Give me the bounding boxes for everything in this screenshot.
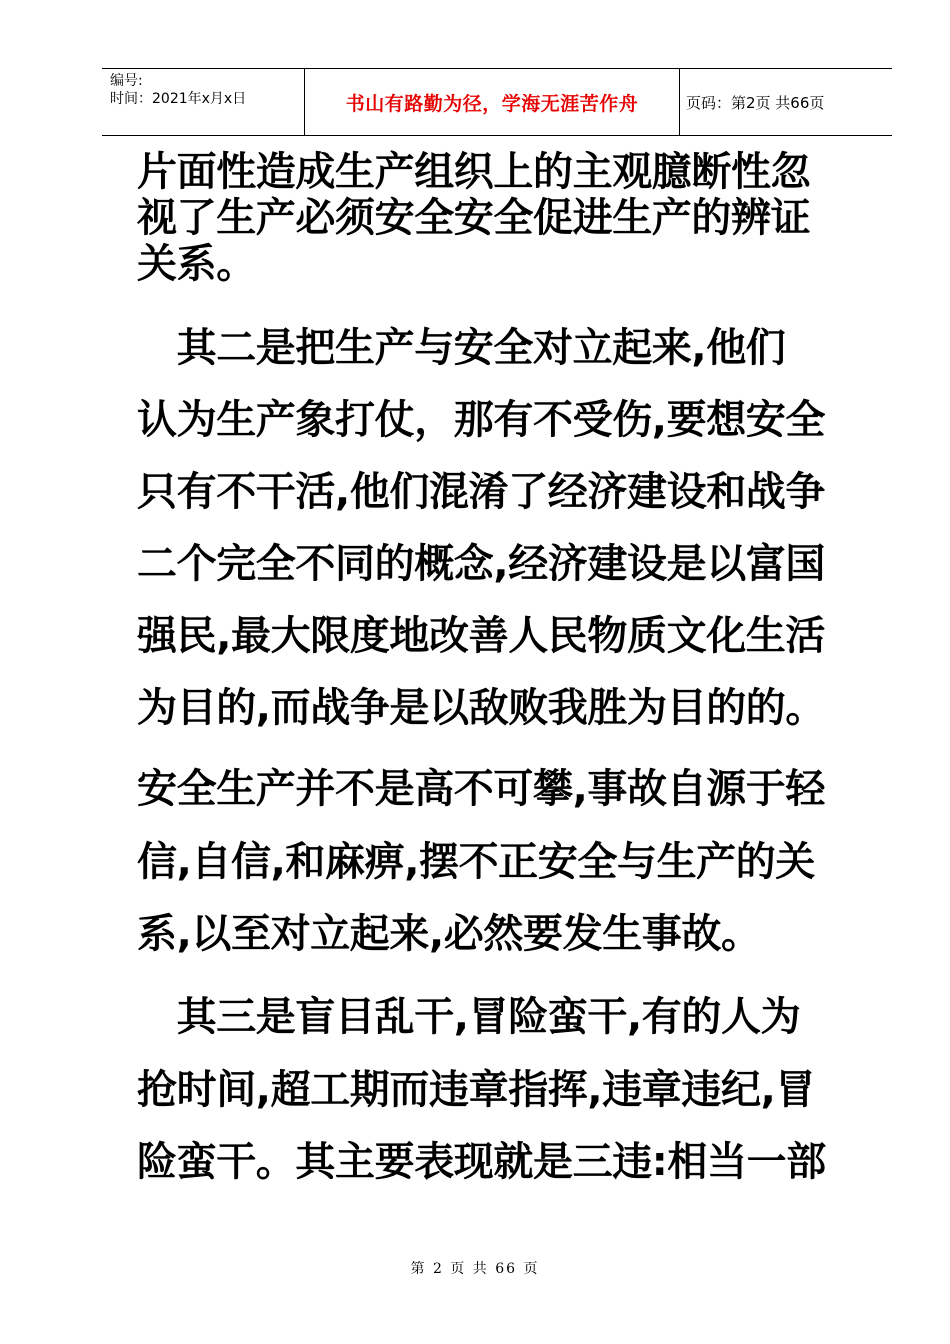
body-line: 强民,最大限度地改善人民物质文化生活 <box>137 613 825 659</box>
body-line: 险蛮干。其主要表现就是三违:相当一部 <box>137 1139 826 1185</box>
header-motto-cell <box>305 69 680 135</box>
body-line: 其三是盲目乱干,冒险蛮干,有的人为 <box>137 994 801 1040</box>
header-meta-cell <box>102 69 305 135</box>
header-page-cell <box>680 69 892 135</box>
body-line: 关系。 <box>137 241 256 287</box>
number-label: 编号: <box>110 73 143 89</box>
body-line: 只有不干活,他们混淆了经济建设和战争 <box>137 469 825 515</box>
body-line: 信,自信,和麻痹,摆不正安全与生产的关 <box>137 839 815 885</box>
body-line: 认为生产象打仗，那有不受伤,要想安全 <box>137 397 825 443</box>
body-line: 抢时间,超工期而违章指挥,违章违纪,冒 <box>137 1067 815 1113</box>
body-line: 其二是把生产与安全对立起来,他们 <box>137 325 786 371</box>
body-line: 系,以至对立起来,必然要发生事故。 <box>137 911 761 957</box>
body-line: 视了生产必须安全安全促进生产的辨证 <box>137 195 811 241</box>
body-line: 为目的,而战争是以敌败我胜为目的的。 <box>137 685 825 731</box>
body-line: 安全生产并不是高不可攀,事故自源于轻 <box>137 766 825 812</box>
page-header <box>102 68 892 136</box>
page-footer: 第 2 页 共 66 页 <box>410 1261 540 1277</box>
motto-text: 书山有路勤为径，学海无涯苦作舟 <box>345 92 639 115</box>
page-info: 页码：第2页 共66页 <box>686 93 825 112</box>
body-line: 二个完全不同的概念,经济建设是以富国 <box>137 541 825 587</box>
time-label: 时间：2021年x月x日 <box>110 91 247 107</box>
body-line: 片面性造成生产组织上的主观臆断性忽 <box>137 149 811 195</box>
